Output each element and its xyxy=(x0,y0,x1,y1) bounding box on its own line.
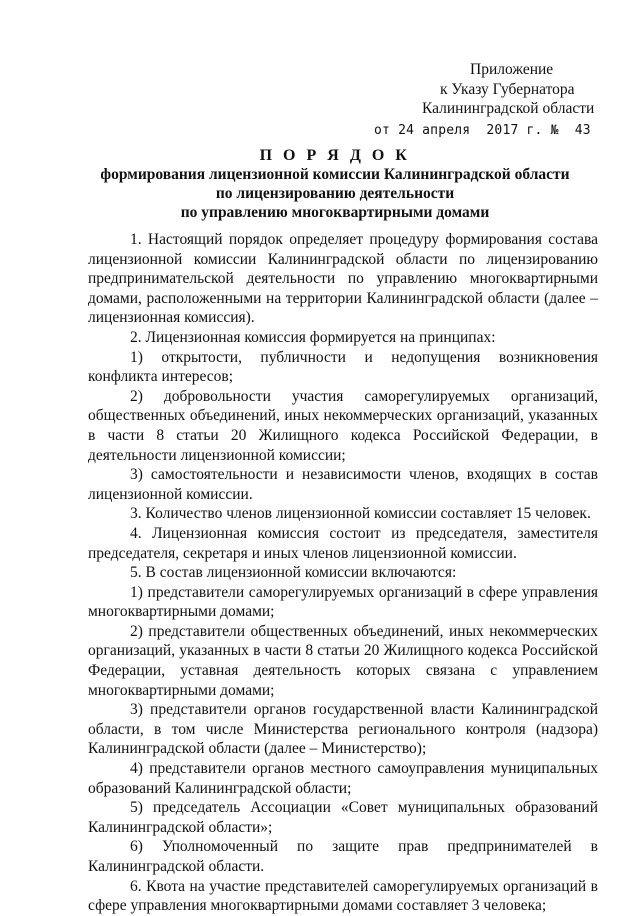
paragraph-5-item-4: 4) представители органов местного самоуправления муниципальных образований Калининградской области; xyxy=(88,760,598,797)
paragraph-5-item-5: 5) председатель Ассоциации «Совет муниципальных образований Калининградской области»; xyxy=(88,799,598,836)
title-line-1: формирования лицензионной комиссии Калининградской области xyxy=(100,166,570,183)
paragraph-6: 6. Квота на участие представителей саморегулируемых организаций в сфере управления многоквартирными домами составляет 3 человека; xyxy=(88,877,598,915)
attachment-number: 43 xyxy=(574,122,591,138)
attachment-date-number xyxy=(374,121,604,141)
paragraph-5-item-2: 2) представители общественных объединений, иных некоммерческих организаций, указанных в части 8 статьи 20 Жилищного кодекса Российской Федерации, уставная деятельность которых связана с управлением многоквартирными домами; xyxy=(88,622,598,699)
attachment-decree-ref: к Указу Губернатора xyxy=(440,80,575,98)
paragraph-2-item-1: 1) открытости, публичности и недопущения возникновения конфликта интересов; xyxy=(88,348,598,386)
document-body xyxy=(88,230,598,916)
title-heading: П О Р Я Д О К xyxy=(259,147,411,164)
attachment-block xyxy=(374,60,604,140)
paragraph-5-item-1: 1) представители саморегулируемых организаций в сфере управления многоквартирными домами; xyxy=(88,583,598,621)
paragraph-1: 1. Настоящий порядок определяет процедуру формирования состава лицензионной комиссии Калининградской области по лицензированию предпринимательской деятельности по управлению многоквартирными домами, расположенными на территории Калининградской области (далее – лицензионная комиссия). xyxy=(88,231,598,327)
paragraph-4: 4. Лицензионная комиссия состоит из председателя, заместителя председателя, секретаря и иных членов лицензионной комиссии. xyxy=(88,524,598,562)
document-title xyxy=(90,146,580,222)
paragraph-3: 3. Количество членов лицензионной комиссии составляет 15 человек. xyxy=(130,505,591,523)
paragraph-2-item-2: 2) добровольности участия саморегулируемых организаций, общественных объединений, иных некоммерческих организаций, указанных в части 8 статьи 20 Жилищного кодекса Российской Федерации, в деятельности лицензионной комиссии; xyxy=(88,387,598,464)
paragraph-5-item-3: 3) представители органов государственной власти Калининградской области, в том числе Министерства регионального контроля (надзора) Калининградской области (далее – Министерство); xyxy=(88,701,598,758)
paragraph-2: 2. Лицензионная комиссия формируется на принципах: xyxy=(130,328,496,346)
attachment-label: Приложение xyxy=(470,61,554,78)
attachment-region: Калининградской области xyxy=(422,100,595,117)
paragraph-2-item-3: 3) самостоятельности и независимости членов, входящих в состав лицензионной комиссии. xyxy=(88,466,598,503)
paragraph-5-item-6: 6) Уполномоченный по защите прав предпринимателей в Калининградской области. xyxy=(88,838,598,875)
attachment-year: 2017 г. № xyxy=(486,122,559,138)
title-line-2: по лицензированию деятельности xyxy=(215,185,455,202)
attachment-date: от 24 апреля xyxy=(374,122,471,138)
paragraph-5: 5. В состав лицензионной комиссии включаются: xyxy=(130,564,457,582)
title-line-3: по управлению многоквартирными домами xyxy=(180,204,490,221)
